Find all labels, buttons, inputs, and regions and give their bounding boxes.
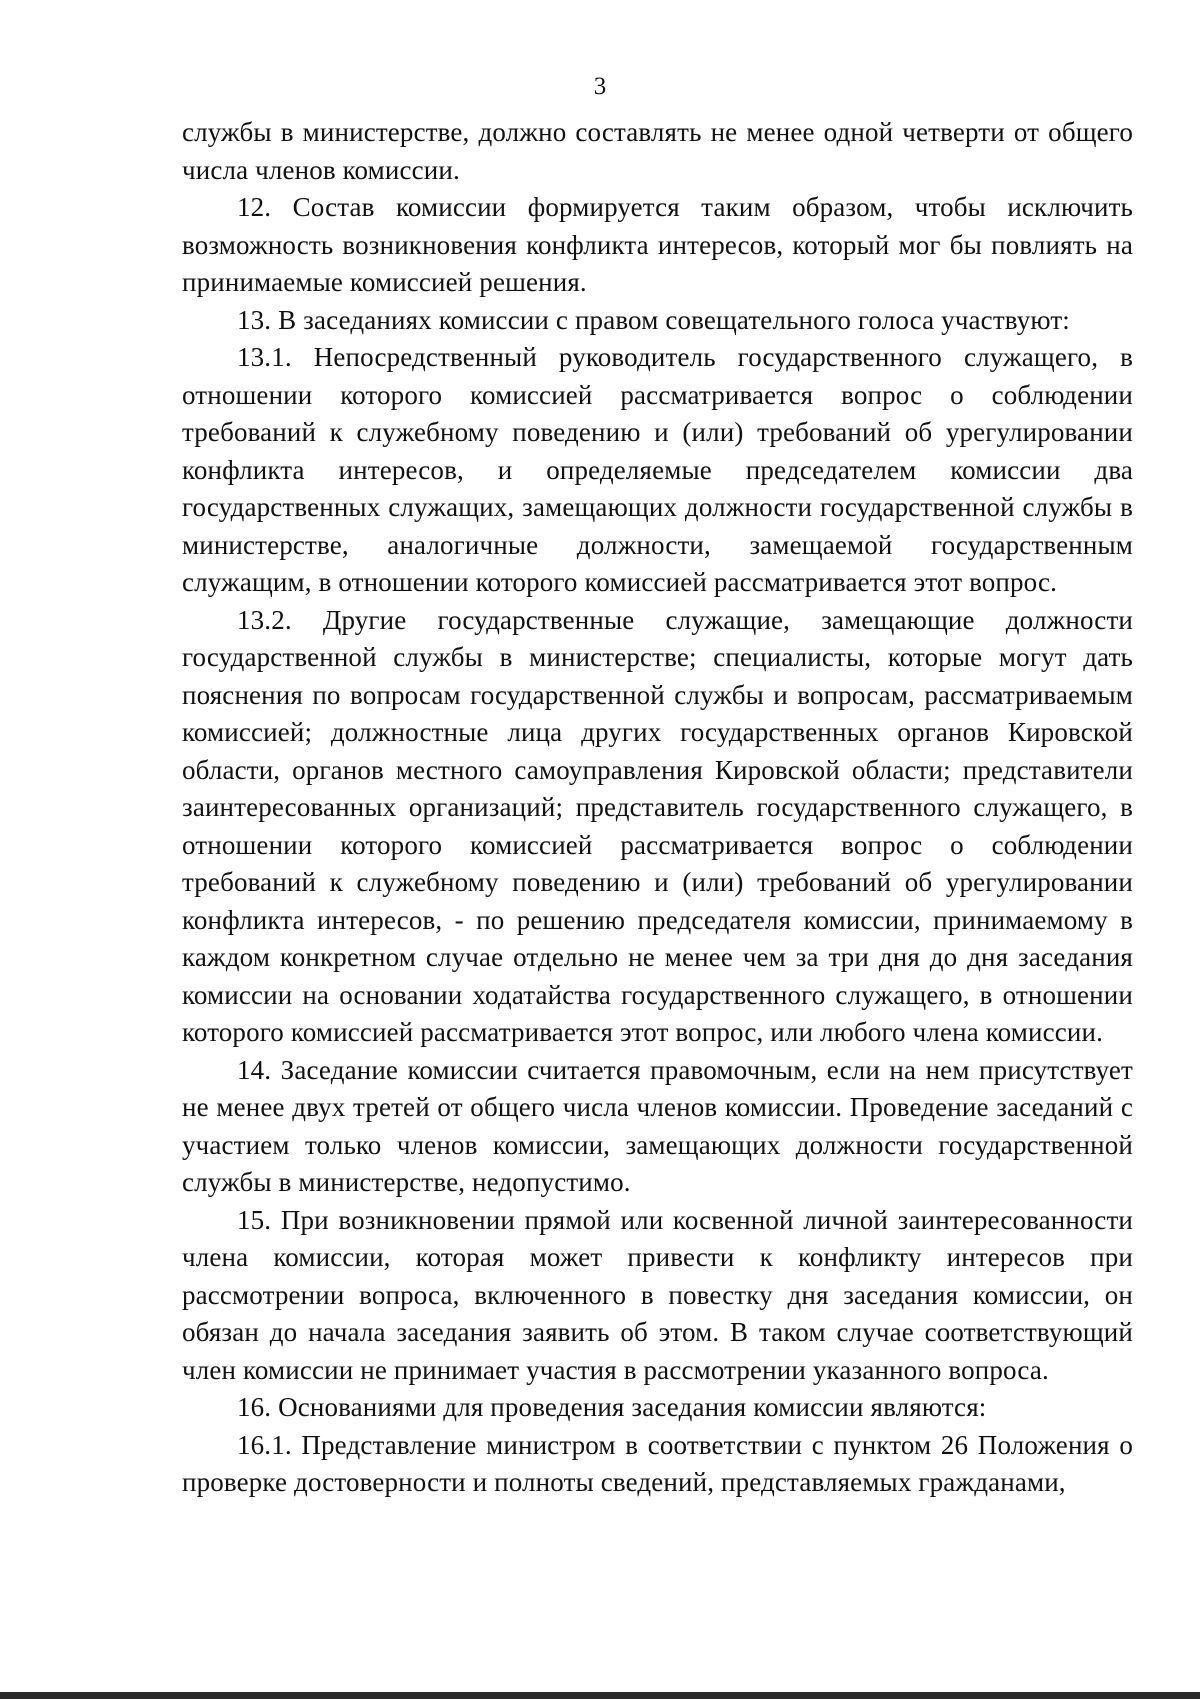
paragraph-16: 16. Основаниями для проведения заседания комиссии являются: xyxy=(237,1392,987,1422)
paragraph-continuation: службы в министерстве, должно составлять не менее одной четверти от общего числа членов комиссии. xyxy=(182,117,1133,185)
paragraph-13-1: 13.1. Непосредственный руководитель государственного служащего, в отношении которого комиссией рассматривается вопрос о соблюдении требований к служебному поведению и (или) требований об урегулировании конфликта интересов, и определяемые председателем комиссии два государственных служащих, замещающих должности государственной службы в министерстве, аналогичные должности, замещаемой государственным служащим, в отношении которого комиссией рассматривается этот вопрос. xyxy=(182,342,1133,597)
page-number: 3 xyxy=(593,73,607,100)
scan-bottom-edge xyxy=(0,1692,1200,1699)
paragraph-16-1: 16.1. Представление министром в соответствии с пунктом 26 Положения о проверке достоверности и полноты сведений, представляемых гражданами, xyxy=(182,1429,1133,1497)
paragraph-13: 13. В заседаниях комиссии с правом совещательного голоса участвуют: xyxy=(237,304,1070,335)
paragraph-15: 15. При возникновении прямой или косвенной личной заинтересованности члена комиссии, которая может привести к конфликту интересов при рассмотрении вопроса, включенного в повестку дня заседания комиссии, он обязан до начала заседания заявить об этом. В таком случае соответствующий член комиссии не принимает участия в рассмотрении указанного вопроса. xyxy=(182,1204,1133,1385)
document-body xyxy=(182,114,1133,1502)
paragraph-14: 14. Заседание комиссии считается правомочным, если на нем присутствует не менее двух третей от общего числа членов комиссии. Проведение заседаний с участием только членов комиссии, замещающих должности государственной службы в министерстве, недопустимо. xyxy=(182,1054,1133,1197)
paragraph-12: 12. Состав комиссии формируется таким образом, чтобы исключить возможность возникновения конфликта интересов, который мог бы повлиять на принимаемые комиссией решения. xyxy=(182,192,1133,297)
paragraph-13-2: 13.2. Другие государственные служащие, замещающие должности государственной службы в министерстве; специалисты, которые могут дать пояснения по вопросам государственной службы и вопросам, рассматриваемым комиссией; должностные лица других государственных органов Кировской области, органов местного самоуправления Кировской области; представители заинтересованных организаций; представитель государственного служащего, в отношении которого комиссией рассматривается вопрос о соблюдении требований к служебному поведению и (или) требований об урегулировании конфликта интересов, - по решению председателя комиссии, принимаемому в каждом конкретном случае отдельно не менее чем за три дня до дня заседания комиссии на основании ходатайства государственного служащего, в отношении которого комиссией рассматривается этот вопрос, или любого члена комиссии. xyxy=(182,604,1133,1047)
